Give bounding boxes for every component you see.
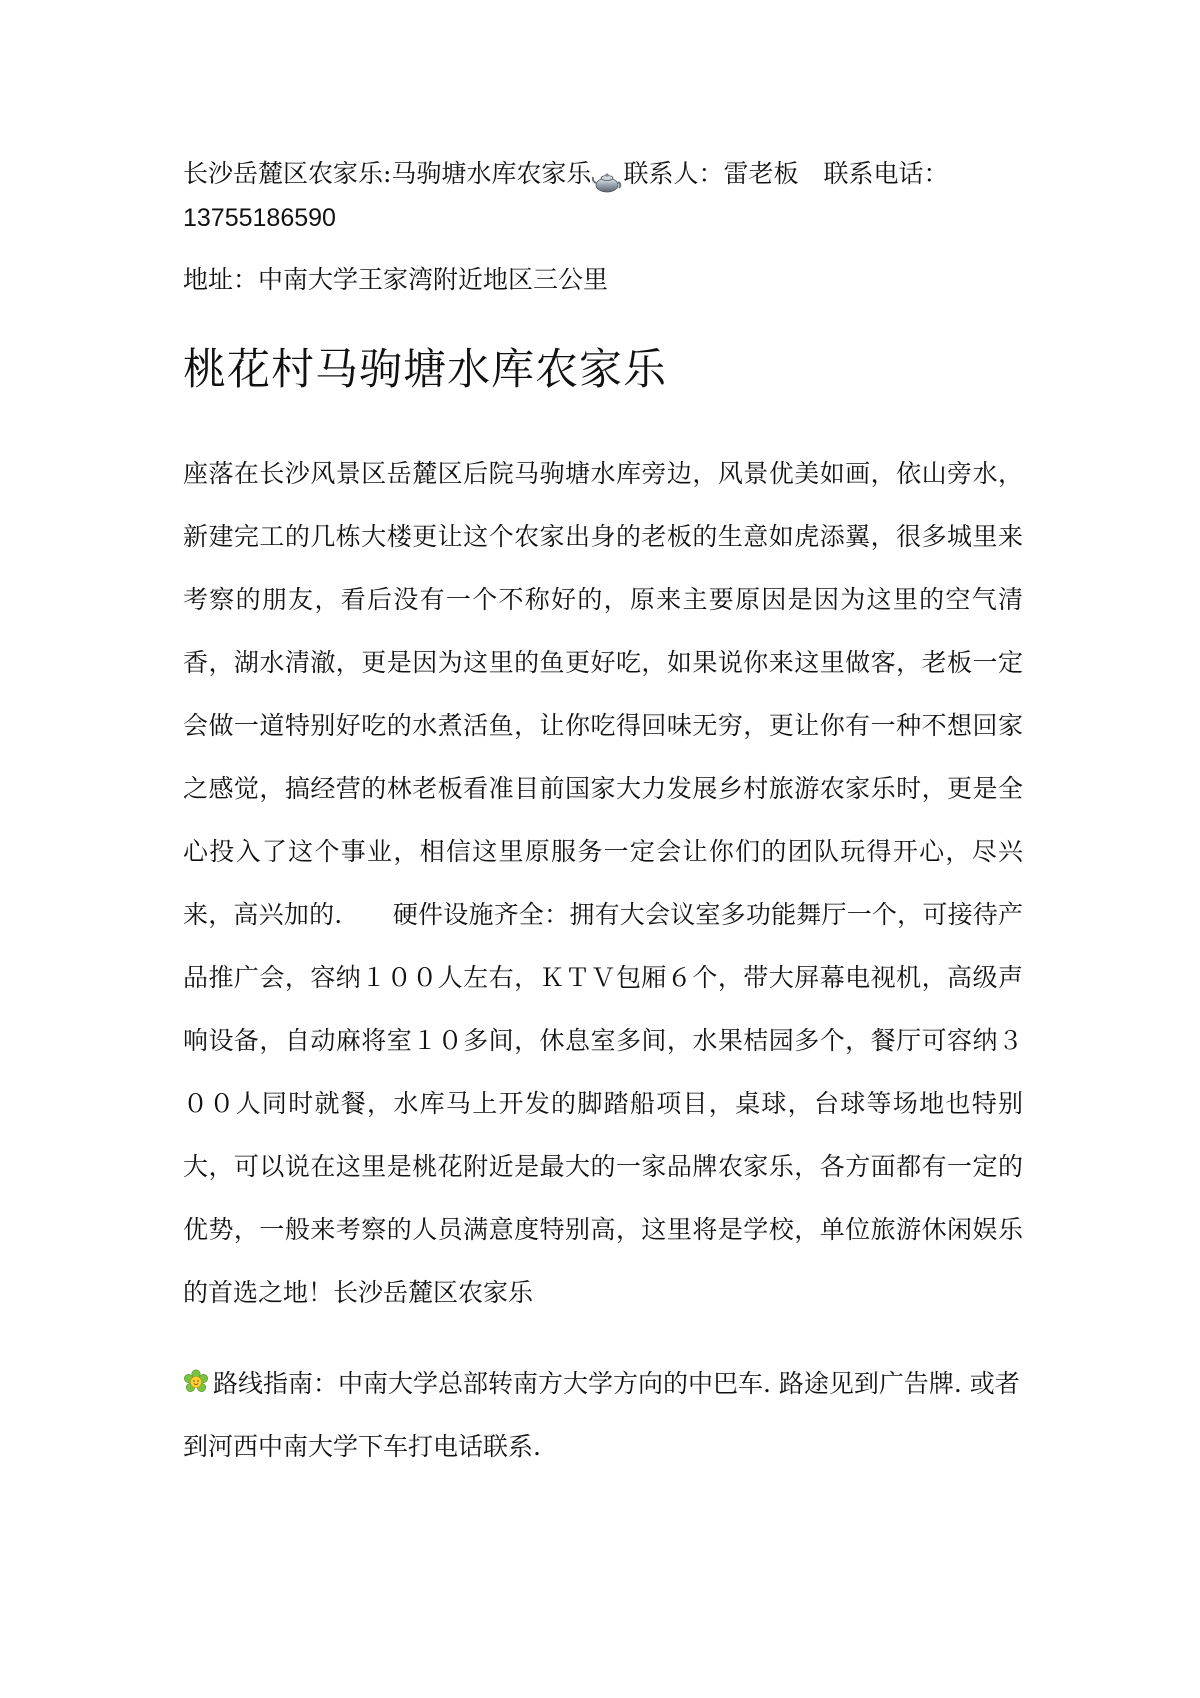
page-title: 桃花村马驹塘水库农家乐: [183, 345, 667, 395]
body-paragraph: 座落在长沙风景区岳麓区后院马驹塘水库旁边，风景优美如画，依山旁水，新建完工的几栋大楼更让这个农家出身的老板的生意如虎添翼，很多城里来考察的朋友，看后没有一个不称好的，原来主要原因是因为这里的空气清香，湖水清澈，更是因为这里的鱼更好吃，如果说你来这里做客，老板一定会做一道特别好吃的水煮活鱼，让你吃得回味无穷，更让你有一种不想回家之感觉，搞经营的林老板看准目前国家大力发展乡村旅游农家乐时，更是全心投入了这个事业，相信这里原服务一定会让你们的团队玩得开心，尽兴来，高兴加的. 硬件设施齐全：拥有大会议室多功能舞厅一个，可接待产品推广会，容纳１００人左右，ＫＴＶ包厢６个，带大屏幕电视机，高级声响设备，自动麻将室１０多间，休息室多间，水果桔园多个，餐厅可容纳３００人同时就餐，水库马上开发的脚踏船项目，桌球，台球等场地也特别大，可以说在这里是桃花附近是最大的一家品牌农家乐，各方面都有一定的优势，一般来考察的人员满意度特别高，这里将是学校，单位旅游休闲娱乐的首选之地！长沙岳麓区农家乐: [183, 459, 1023, 1307]
route-text: 路线指南：中南大学总部转南方大学方向的中巴车. 路途见到广告牌. 或者到河西中南大学下车打电话联系.: [183, 1369, 1020, 1461]
document-content: [183, 150, 1023, 1478]
contact-line: [183, 150, 1023, 198]
flower-icon: [183, 1355, 209, 1381]
contact-phone: 13755186590: [183, 204, 336, 232]
contact-prefix: 长沙岳麓区农家乐:马驹塘水库农家乐: [183, 159, 592, 188]
address-line: 地址：中南大学王家湾附近地区三公里: [183, 265, 609, 294]
contact-suffix: 联系人：雷老板 联系电话：: [623, 159, 949, 188]
route-guide: [183, 1352, 1023, 1478]
teapot-icon: [592, 163, 622, 189]
